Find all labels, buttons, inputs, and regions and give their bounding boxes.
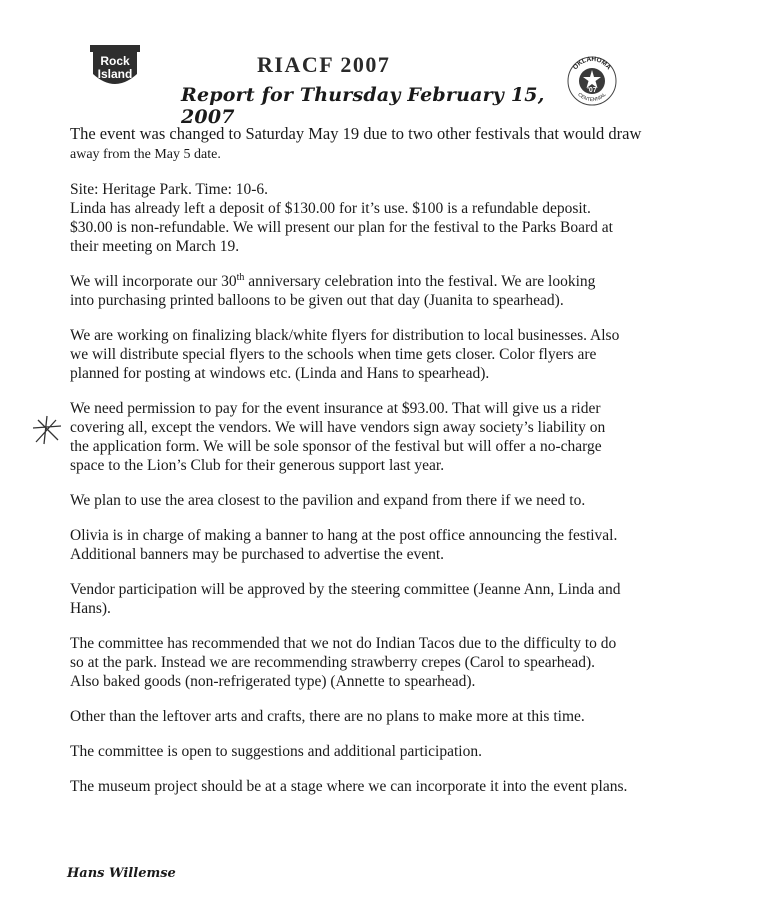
- paragraph-flyers: We are working on finalizing black/white flyers for distribution to local businesses. Also we will distribute special flyers to the schools when time gets closer. Color flyers are planned for posting at windows etc. (Linda and Hans to spearhead).: [70, 327, 620, 382]
- paragraph-area: We plan to use the area closest to the pavilion and expand from there if we need to.: [70, 492, 586, 509]
- oklahoma-centennial-logo: [563, 50, 621, 108]
- paragraph-museum: The museum project should be at a stage where we can incorporate it into the event plans.: [70, 778, 628, 795]
- handwritten-star-mark: [30, 414, 64, 448]
- document-subtitle: Report for Thursday February 15, 2007: [181, 84, 545, 128]
- signature: Hans Willemse: [67, 866, 176, 881]
- paragraph-crafts: Other than the leftover arts and crafts, there are no plans to make more at this time.: [70, 708, 585, 725]
- paragraph-vendor: Vendor participation will be approved by the steering committee (Jeanne Ann, Linda and Hans).: [70, 581, 621, 617]
- paragraph-anniversary: We will incorporate our 30th anniversary celebration into the festival. We are looking into purchasing printed balloons to be given out that day (Juanita to spearhead).: [70, 271, 596, 309]
- svg-text:Island: Island: [97, 67, 133, 81]
- svg-text:'07: '07: [587, 87, 597, 94]
- document-title: RIACF 2007: [257, 52, 391, 77]
- paragraph-suggestions: The committee is open to suggestions and additional participation.: [70, 743, 482, 760]
- svg-text:Rock: Rock: [100, 54, 130, 68]
- paragraph-food: The committee has recommended that we not do Indian Tacos due to the difficulty to do so at the park. Instead we are recommending strawberry crepes (Carol to spearhead). Also baked goods (non-refrigerated type) (Annette to spearhead).: [70, 635, 617, 690]
- paragraph-date-change: The event was changed to Saturday May 19 due to two other festivals that would draw away from the May 5 date.: [70, 124, 642, 162]
- paragraph-banner: Olivia is in charge of making a banner to hang at the post office announcing the festival. Additional banners may be purchased to advertise the event.: [70, 527, 618, 563]
- paragraph-site: Site: Heritage Park. Time: 10-6. Linda has already left a deposit of $130.00 for it’s use. $100 is a refundable deposit. $30.00 is non-refundable. We will present our plan for the festival to the Parks Board at their meeting on March 19.: [70, 181, 613, 255]
- svg-text:OKLAHOMA: OKLAHOMA: [571, 55, 613, 72]
- paragraph-insurance: We need permission to pay for the event insurance at $93.00. That will give us a rider covering all, except the vendors. We will have vendors sign away society’s liability on the application form. We will be sole sponsor of the festival but will offer a no-charge space to the Lion’s Club for their generous support last year.: [70, 400, 606, 474]
- rock-island-logo: [89, 44, 141, 90]
- document-body: [70, 124, 710, 812]
- svg-text:CENTENNIAL: CENTENNIAL: [576, 91, 608, 104]
